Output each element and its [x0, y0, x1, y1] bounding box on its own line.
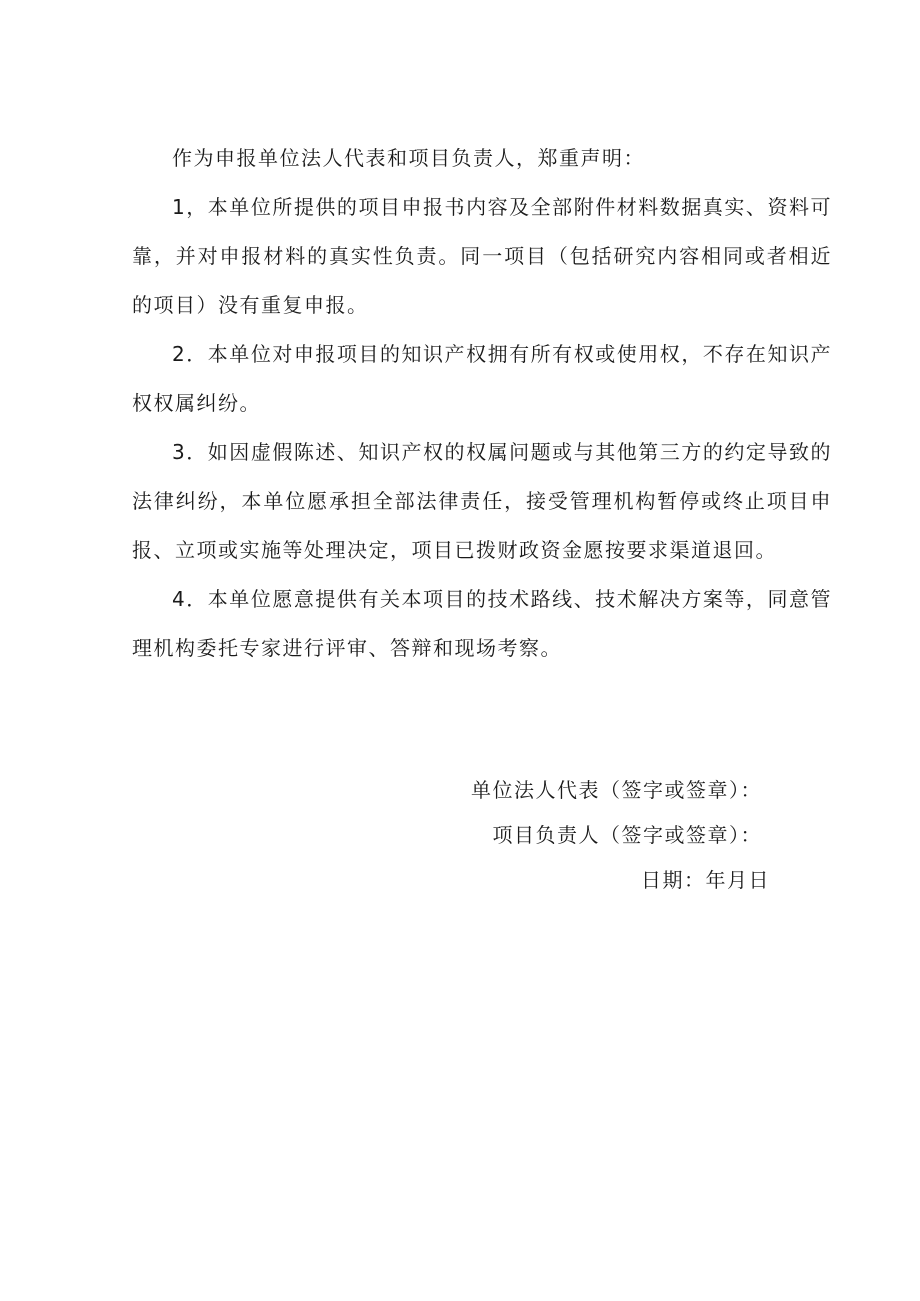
declaration-intro: 作为申报单位法人代表和项目负责人，郑重声明： — [172, 146, 645, 170]
declaration-item-1: 1，本单位所提供的项目申报书内容及全部附件材料数据真实、资料可靠，并对申报材料的真实性负责。同一项目（包括研究内容相同或者相近的项目）没有重复申报。 — [132, 195, 832, 317]
legal-rep-signature-line: 单位法人代表（签字或签章）： — [471, 778, 762, 802]
date-line: 日期：年月日 — [641, 868, 770, 892]
declaration-body — [132, 134, 832, 673]
signature-block — [380, 768, 770, 903]
declaration-item-3: 3．如因虚假陈述、知识产权的权属问题或与其他第三方的约定导致的法律纠纷，本单位愿承担全部法律责任，接受管理机构暂停或终止项目申报、立项或实施等处理决定，项目已拨财政资金愿按要求渠道退回。 — [132, 440, 832, 562]
project-lead-signature-line: 项目负责人（签字或签章）： — [492, 823, 762, 847]
declaration-item-2: 2．本单位对申报项目的知识产权拥有所有权或使用权，不存在知识产权权属纠纷。 — [132, 342, 832, 415]
declaration-item-4: 4．本单位愿意提供有关本项目的技术路线、技术解决方案等，同意管理机构委托专家进行评审、答辩和现场考察。 — [132, 587, 832, 660]
